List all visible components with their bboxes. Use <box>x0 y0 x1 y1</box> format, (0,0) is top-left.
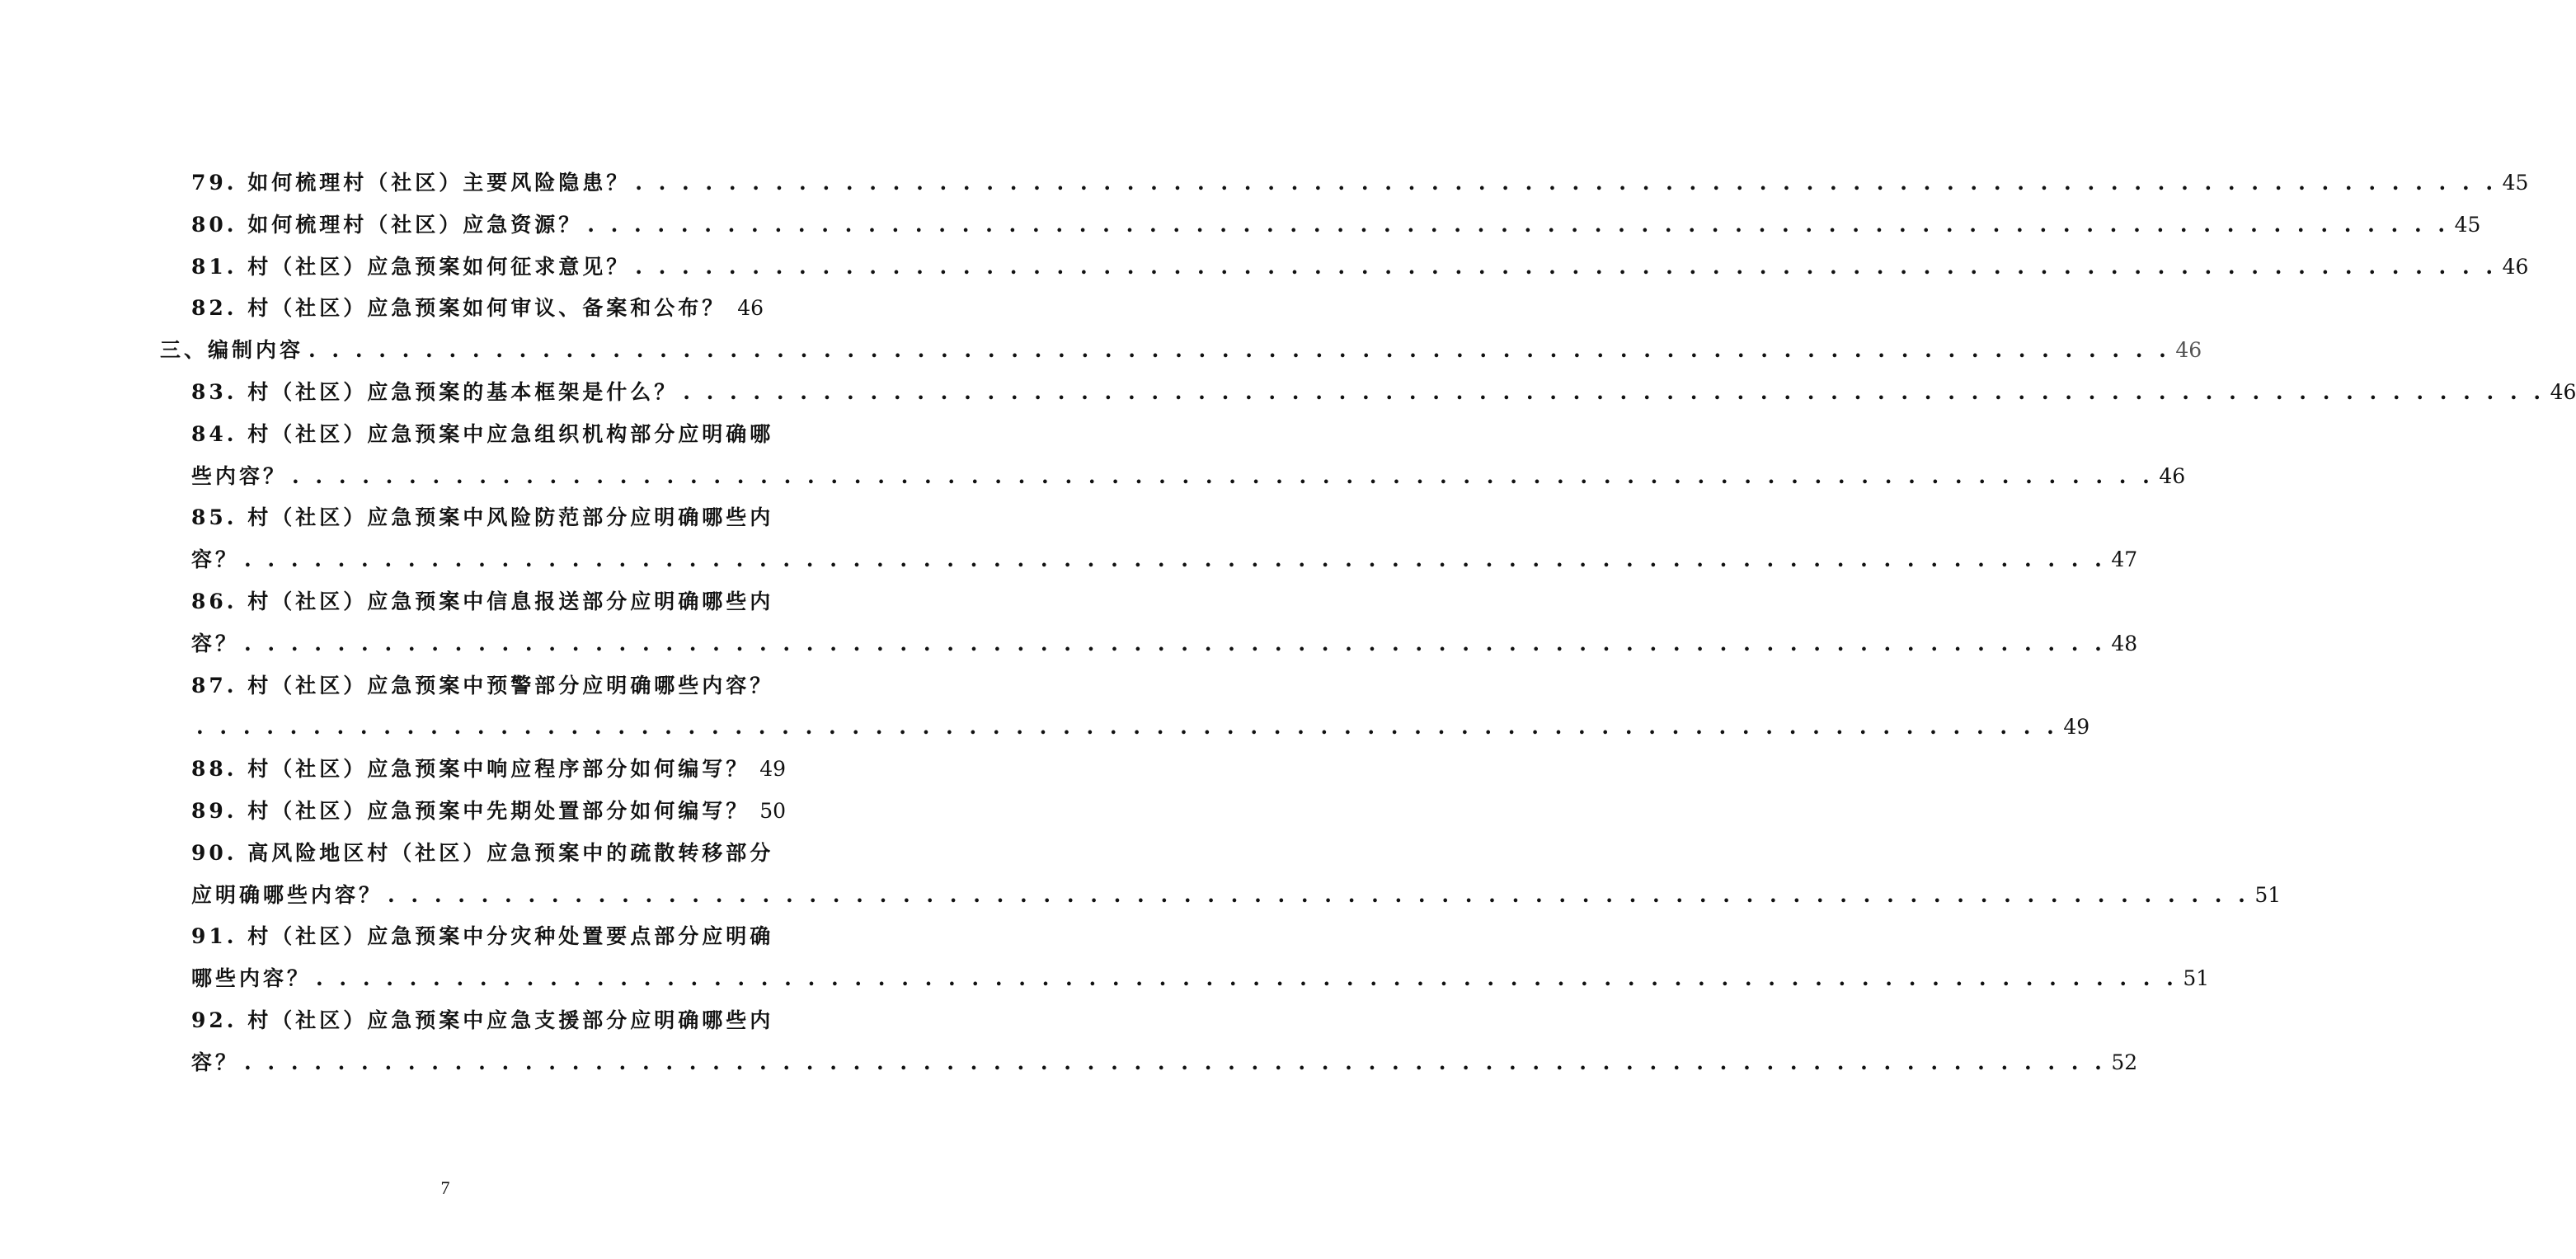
toc-entry <box>191 199 2481 237</box>
toc-entry-text: 83. 村（社区）应急预案的基本框架是什么？ <box>191 380 679 404</box>
toc-page-number: 52 <box>2111 1050 2138 1074</box>
leader-dots <box>731 298 732 318</box>
toc-entry-text: 89. 村（社区）应急预案中先期处置部分如何编写？ <box>191 799 750 823</box>
toc-page-number: 50 <box>759 799 787 823</box>
toc-entry <box>191 869 2282 907</box>
leader-dots: . . . . . . . . . . . . . . . . . . . . . . . . . . . . . . . . . . . . . . . . . . . . . . . . . . . . . . . . . . . . . . . . . . . . . . . . . . . . . . . . <box>308 338 2171 363</box>
toc-page-number: 49 <box>759 757 787 782</box>
toc-page-number: 46 <box>2502 254 2529 279</box>
toc-entry <box>191 575 774 613</box>
toc-entry <box>191 366 2576 404</box>
toc-page-number: 46 <box>737 296 764 321</box>
toc-entry <box>191 1036 2138 1074</box>
toc-entry-text: 些内容？ <box>191 463 288 488</box>
leader-dots: . . . . . . . . . . . . . . . . . . . . . . . . . . . . . . . . . . . . . . . . . . . . . . . . . . . . . . . . . . . . . . . . . . . . . . . . . . . . . . . . <box>244 631 2107 655</box>
toc-entry-text: 87. 村（社区）应急预案中预警部分应明确哪些内容？ <box>191 673 774 698</box>
toc-page-number: 45 <box>2454 212 2481 237</box>
toc-entry <box>191 910 774 949</box>
toc-entry-text: 容？ <box>191 631 240 655</box>
toc-entry <box>191 827 774 865</box>
toc-entry <box>191 952 2210 991</box>
toc-page-number: 46 <box>2550 380 2576 404</box>
leader-dots: . . . . . . . . . . . . . . . . . . . . . . . . . . . . . . . . . . . . . . . . . . . . . . . . . . . . . . . . . . . . . . . . . . . . . . . . . . . . . . . . <box>388 882 2250 907</box>
toc-entry <box>191 618 2138 655</box>
toc-entry-text: 哪些内容？ <box>191 966 312 991</box>
toc-entry-text: 容？ <box>191 1050 240 1074</box>
leader-dots: . . . . . . . . . . . . . . . . . . . . . . . . . . . . . . . . . . . . . . . . . . . . . . . . . . . . . . . . . . . . . . . . . . . . . . . . . . . . . . . . <box>244 1050 2107 1074</box>
leader-dots: . . . . . . . . . . . . . . . . . . . . . . . . . . . . . . . . . . . . . . . . . . . . . . . . . . . . . . . . . . . . . . . . . . . . . . . . . . . . . . . . <box>316 966 2179 991</box>
leader-dots: . . . . . . . . . . . . . . . . . . . . . . . . . . . . . . . . . . . . . . . . . . . . . . . . . . . . . . . . . . . . . . . . . . . . . . . . . . . . . . . . <box>635 171 2498 195</box>
toc-entry <box>191 491 774 530</box>
toc-entry <box>191 157 2529 195</box>
toc-section-heading <box>160 324 2202 363</box>
toc-entry-text: 92. 村（社区）应急预案中应急支援部分应明确哪些内 <box>191 1008 774 1032</box>
leader-dots: . . . . . . . . . . . . . . . . . . . . . . . . . . . . . . . . . . . . . . . . . . . . . . . . . . . . . . . . . . . . . . . . . . . . . . . . . . . . . . . . <box>196 715 2059 740</box>
toc-entry <box>191 241 2529 279</box>
toc-entry-text: 容？ <box>191 547 240 572</box>
toc-page-number: 48 <box>2111 631 2138 655</box>
toc-page-number: 49 <box>2063 715 2090 740</box>
toc-page-number: 45 <box>2502 171 2529 195</box>
toc-entry <box>191 533 2138 572</box>
toc-entry <box>191 408 774 446</box>
toc-entry-text: 79. 如何梳理村（社区）主要风险隐患？ <box>191 171 631 195</box>
toc-entry-text: 91. 村（社区）应急预案中分灾种处置要点部分应明确 <box>191 924 774 949</box>
toc-entry-text: 82. 村（社区）应急预案如何审议、备案和公布？ <box>191 296 726 321</box>
toc-entry <box>191 660 774 698</box>
toc-entry <box>191 701 2090 740</box>
toc-entry-text: 90. 高风险地区村（社区）应急预案中的疏散转移部分 <box>191 840 774 865</box>
toc-page-number: 51 <box>2183 966 2210 991</box>
toc-entry-text: 81. 村（社区）应急预案如何征求意见？ <box>191 254 631 279</box>
toc-entry <box>191 785 787 823</box>
leader-dots: . . . . . . . . . . . . . . . . . . . . . . . . . . . . . . . . . . . . . . . . . . . . . . . . . . . . . . . . . . . . . . . . . . . . . . . . . . . . . . . . <box>244 547 2107 572</box>
toc-entry <box>191 450 2186 488</box>
toc-entry-text: 88. 村（社区）应急预案中响应程序部分如何编写？ <box>191 757 750 782</box>
toc-page-number: 46 <box>2159 463 2186 488</box>
toc-entry-text: 84. 村（社区）应急预案中应急组织机构部分应明确哪 <box>191 421 774 446</box>
toc-entry <box>191 743 787 782</box>
toc-page-number: 46 <box>2175 338 2202 363</box>
page-number: 7 <box>440 1177 450 1198</box>
leader-dots: . . . . . . . . . . . . . . . . . . . . . . . . . . . . . . . . . . . . . . . . . . . . . . . . . . . . . . . . . . . . . . . . . . . . . . . . . . . . . . . . <box>683 380 2545 404</box>
toc-page-number: 47 <box>2111 547 2138 572</box>
toc-entry-text: 85. 村（社区）应急预案中风险防范部分应明确哪些内 <box>191 505 774 530</box>
toc-entry-text: 80. 如何梳理村（社区）应急资源？ <box>191 212 583 237</box>
toc-entry-text: 三、编制内容 <box>160 338 304 363</box>
leader-dots: . . . . . . . . . . . . . . . . . . . . . . . . . . . . . . . . . . . . . . . . . . . . . . . . . . . . . . . . . . . . . . . . . . . . . . . . . . . . . . . . <box>635 254 2498 279</box>
leader-dots: . . . . . . . . . . . . . . . . . . . . . . . . . . . . . . . . . . . . . . . . . . . . . . . . . . . . . . . . . . . . . . . . . . . . . . . . . . . . . . . . <box>292 463 2155 488</box>
leader-dots: . . . . . . . . . . . . . . . . . . . . . . . . . . . . . . . . . . . . . . . . . . . . . . . . . . . . . . . . . . . . . . . . . . . . . . . . . . . . . . . . <box>587 212 2450 237</box>
toc-entry-text: 86. 村（社区）应急预案中信息报送部分应明确哪些内 <box>191 590 774 613</box>
toc-page-number: 51 <box>2254 882 2282 907</box>
toc-entry <box>191 282 764 321</box>
toc-entry-text: 应明确哪些内容？ <box>191 882 383 907</box>
toc-entry <box>191 994 774 1032</box>
